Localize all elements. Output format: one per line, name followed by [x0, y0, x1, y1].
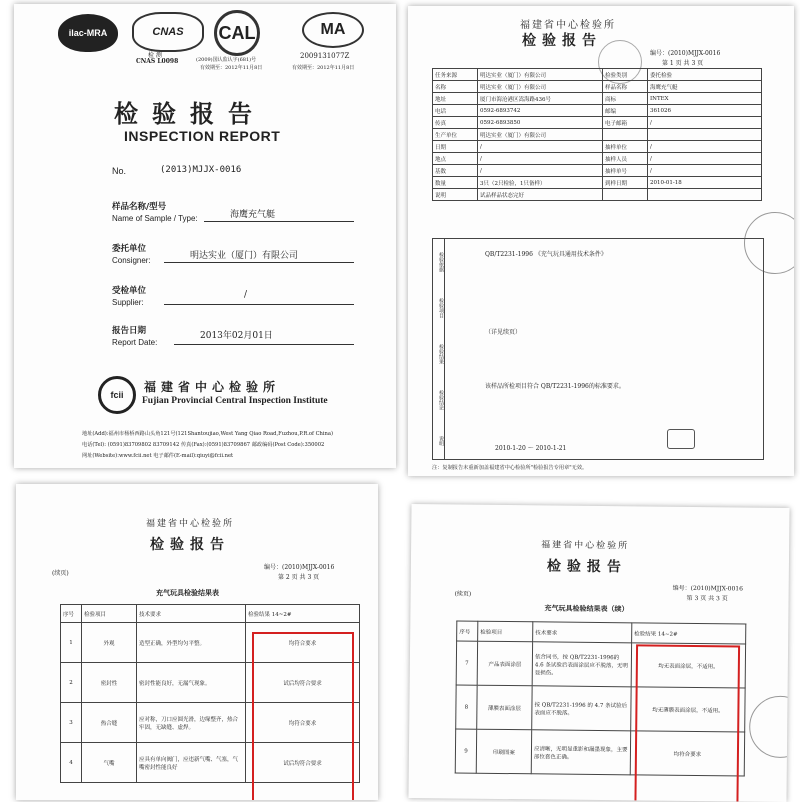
field-value: 3只（2只检验，1只备样） [478, 177, 603, 189]
page-number: 第 3 页 共 3 页 [686, 594, 728, 603]
field-label: 名称 [433, 81, 478, 93]
field-value-2: 委托检验 [648, 69, 762, 81]
field-label: 生产单位 [433, 129, 478, 141]
inspector-stamp [667, 429, 695, 449]
requirement: 按 QB/T2231-1996 的 4.7 条试验后表面应不脱落。 [532, 686, 631, 731]
result-highlight-box [252, 632, 354, 800]
requirement: 依合同书，按 QB/T2231-1996的 4.6 条试验后表面涂层应不脱落，无明显损伤。 [532, 642, 631, 687]
field-value-2: / [648, 165, 762, 177]
field-value-2: / [648, 153, 762, 165]
field-value-2: 2010-01-18 [648, 177, 762, 189]
inspection-item: 印刷图案 [476, 729, 531, 774]
report-title-en: INSPECTION REPORT [124, 128, 281, 144]
summary-table [432, 68, 762, 201]
sample-label-en: Name of Sample / Type: [112, 214, 198, 223]
field-value: 0592-6893742 [478, 105, 603, 117]
field-label-2 [603, 189, 648, 201]
requirement: 应对称，刀口应圆光滑，边缘整齐，热合牢固，无缺缝、虚焊。 [137, 703, 246, 743]
field-value-2 [648, 129, 762, 141]
field-value: / [478, 165, 603, 177]
side-label-column [432, 238, 445, 460]
summary-table-body [433, 69, 762, 201]
summary-row [433, 189, 762, 201]
side-label-notes: 说明 [438, 436, 444, 446]
ma-number: 2009131077Z [300, 52, 350, 60]
consignor-label-en: Consigner: [112, 256, 151, 265]
field-label-2: 邮编 [603, 105, 648, 117]
requirement: 应清晰，无明显重影和漏墨现象，主要部位套色正确。 [531, 730, 630, 775]
institute-name-en: Fujian Provincial Central Inspection Institute [142, 396, 328, 406]
consignor-value: 明达实业（厦门）有限公司 [190, 251, 299, 261]
cal-logo: CAL [214, 10, 260, 56]
row-number: 7 [456, 641, 477, 685]
report-no: 编号：(2010)MJJX-0016 [264, 564, 335, 571]
field-value-2: INTEX [648, 93, 762, 105]
field-label: 任务来源 [433, 69, 478, 81]
table-title: 充气玩具检验结果表 [156, 588, 219, 597]
page-title: 检验报告 [546, 558, 627, 576]
field-value: / [478, 153, 603, 165]
ilac-mra-logo: ilac-MRA [58, 14, 118, 52]
summary-row [433, 141, 762, 153]
result: 均符合要求 [246, 623, 360, 663]
side-label-result: 检验结果 [438, 344, 444, 364]
col-header-result: 检验结果 14~2# [246, 605, 360, 623]
sample-underline [204, 221, 354, 222]
field-label: 数量 [433, 177, 478, 189]
field-value-2: / [648, 117, 762, 129]
results-page-3 [408, 504, 789, 802]
report-summary-page [408, 6, 794, 476]
page-number: 第 1 页 共 3 页 [662, 60, 704, 67]
field-label-2: 检验类别 [603, 69, 648, 81]
report-no: 编号：(2010)MJJX-0016 [650, 50, 721, 57]
supplier-value: / [244, 290, 248, 300]
report-no-value: (2013)MJJX-0016 [160, 165, 242, 175]
consignor-underline [164, 262, 354, 263]
summary-row [433, 105, 762, 117]
consignor-label-cn: 委托单位 [112, 244, 147, 254]
ma-valid-date: 有效期至：2012年11月8日 [292, 65, 355, 71]
inspection-period: 2010-1-20 ～ 2010-1-21 [495, 445, 567, 452]
summary-row [433, 165, 762, 177]
inspection-item: 外观 [82, 623, 137, 663]
requirement: 密封性能良好，无漏气现象。 [137, 663, 246, 703]
items-text: （详见续页） [485, 329, 522, 336]
field-label: 电话 [433, 105, 478, 117]
result: 均无薄膜表面涂层，不适用。 [631, 687, 745, 732]
field-label-2: 商标 [603, 93, 648, 105]
col-header-requirement: 技术要求 [137, 605, 246, 623]
report-cover-page [14, 4, 396, 468]
table-title: 充气玩具检验结果表（续） [544, 603, 629, 614]
page-title: 检验报告 [522, 33, 602, 49]
field-label-2: 抽样人员 [603, 153, 648, 165]
row-number: 4 [61, 743, 82, 783]
inspection-item: 产品表面涂层 [477, 641, 532, 686]
field-label: 地址 [433, 93, 478, 105]
side-label-basis: 检验依据 [438, 252, 444, 272]
col-header-result: 检验结果 14~2# [632, 623, 746, 644]
summary-row [433, 93, 762, 105]
field-label-2: 抽样单位 [603, 141, 648, 153]
supplier-label-cn: 受检单位 [112, 286, 147, 296]
inspection-item: 薄膜表面涂层 [477, 685, 532, 730]
requirement: 应具有单向阀门，应违新气嘴、气塞，气嘴密封性能良好 [137, 743, 246, 783]
field-label-2: 抽样单号 [603, 165, 648, 177]
field-value: 厦门市海沧港区嵩海路436号 [478, 93, 603, 105]
field-value-2 [648, 189, 762, 201]
col-header-requirement: 技术要求 [533, 622, 632, 643]
result: 均符合要求 [246, 703, 360, 743]
supplier-label-en: Supplier: [112, 298, 144, 307]
footer-web: 网址(Website):www.fcii.net 电子邮件(E-mail):qiuyi@fcii.net [82, 453, 234, 459]
side-label-conclusion: 检验结论 [438, 390, 444, 410]
field-value: 0592-6893850 [478, 117, 603, 129]
institute-logo: fcii [98, 376, 136, 414]
summary-row [433, 177, 762, 189]
results-page-2 [16, 484, 378, 800]
field-label: 传真 [433, 117, 478, 129]
org-name: 福建省中心检验所 [541, 540, 630, 552]
conclusion-text: 该样品所检项目符合 QB/T2231-1996的标准要求。 [485, 383, 625, 390]
report-no-label: No. [112, 166, 127, 176]
date-underline [174, 344, 354, 345]
sample-value: 海鹰充气艇 [230, 210, 276, 220]
summary-row [433, 81, 762, 93]
copy-notice: 注：复制报告未重新加盖福建省中心检验所"检验报告专用章"无效。 [432, 465, 588, 471]
field-label-2: 样品名称 [603, 81, 648, 93]
field-label: 地点 [433, 153, 478, 165]
field-value: 明达实业（厦门）有限公司 [478, 81, 603, 93]
side-label-items: 检验项目 [438, 298, 444, 318]
field-value-2: 361026 [648, 105, 762, 117]
field-label: 说明 [433, 189, 478, 201]
date-value: 2013年02月01日 [200, 331, 273, 341]
cnas-number: CNAS L0098 [136, 58, 179, 65]
summary-row [433, 153, 762, 165]
cal-number: (2009)国认监认字(681)号 [196, 57, 257, 63]
cnas-caption: 检 测 [148, 52, 162, 59]
row-number: 8 [456, 685, 477, 729]
field-value: 明达实业（厦门）有限公司 [478, 69, 603, 81]
row-number: 9 [455, 729, 476, 773]
field-value-2: 海鹰充气艇 [648, 81, 762, 93]
institute-name-cn: 福建省中心检验所 [144, 380, 281, 394]
field-value: 明达实业（厦门）有限公司 [478, 129, 603, 141]
report-title-cn: 检验报告 [114, 99, 266, 128]
report-no: 编号：(2010)MJJX-0016 [672, 584, 743, 593]
page-number: 第 2 页 共 3 页 [278, 574, 320, 581]
result: 均符合要求 [630, 731, 744, 776]
row-number: 3 [61, 703, 82, 743]
cma-logo: MA [302, 12, 364, 48]
field-label: 基数 [433, 165, 478, 177]
inspection-item: 热合缝 [82, 703, 137, 743]
field-label-2 [603, 129, 648, 141]
cal-valid-date: 有效期至：2012年11月8日 [200, 65, 263, 71]
continuation-label: (续页) [454, 590, 472, 598]
result: 试后均符合要求 [246, 743, 360, 783]
field-label: 日期 [433, 141, 478, 153]
inspection-item: 气嘴 [82, 743, 137, 783]
date-label-cn: 报告日期 [112, 326, 147, 336]
field-label-2: 到样日期 [603, 177, 648, 189]
col-header-item: 检验项目 [82, 605, 137, 623]
requirement: 造型正确，外型均匀平整。 [137, 623, 246, 663]
edge-seal [749, 696, 790, 759]
field-value: / [478, 141, 603, 153]
col-header-item: 检验项目 [478, 621, 533, 642]
org-name: 福建省中心检验所 [520, 20, 616, 31]
page-title: 检验报告 [150, 537, 230, 553]
field-value-2: / [648, 141, 762, 153]
row-number: 2 [61, 663, 82, 703]
date-label-en: Report Date: [112, 338, 158, 347]
basis-text: QB/T2231-1996 《充气玩具通用技术条件》 [485, 251, 607, 258]
summary-row [433, 69, 762, 81]
org-name: 福建省中心检验所 [146, 519, 235, 529]
row-number: 1 [61, 623, 82, 663]
sample-label-cn: 样品名称/型号 [112, 202, 167, 212]
col-header-no: 序号 [61, 605, 82, 623]
result: 均无表面涂层，不适用。 [631, 643, 745, 688]
cnas-logo: CNAS [132, 12, 204, 52]
continuation-label: (续页) [52, 570, 69, 577]
footer-address: 地址(Add):福州市杨桥西路山头角121号(121Shantoujiao,West Yang Qiao Road,Fuzhou,P.R.of China) [82, 431, 334, 437]
summary-row [433, 129, 762, 141]
col-header-no: 序号 [457, 621, 478, 641]
field-label-2: 电子邮箱 [603, 117, 648, 129]
summary-row [433, 117, 762, 129]
supplier-underline [164, 304, 354, 305]
footer-phone: 电话(Tel): (0591)83709802 83709142 传真(Fax):(0591)83709867 邮政编码(Post Code):350002 [82, 442, 325, 448]
result-highlight-box [634, 644, 740, 802]
result: 试后均符合要求 [246, 663, 360, 703]
conclusion-block [444, 238, 764, 460]
field-value: 试品样品状态完好 [478, 189, 603, 201]
inspection-item: 密封性 [82, 663, 137, 703]
